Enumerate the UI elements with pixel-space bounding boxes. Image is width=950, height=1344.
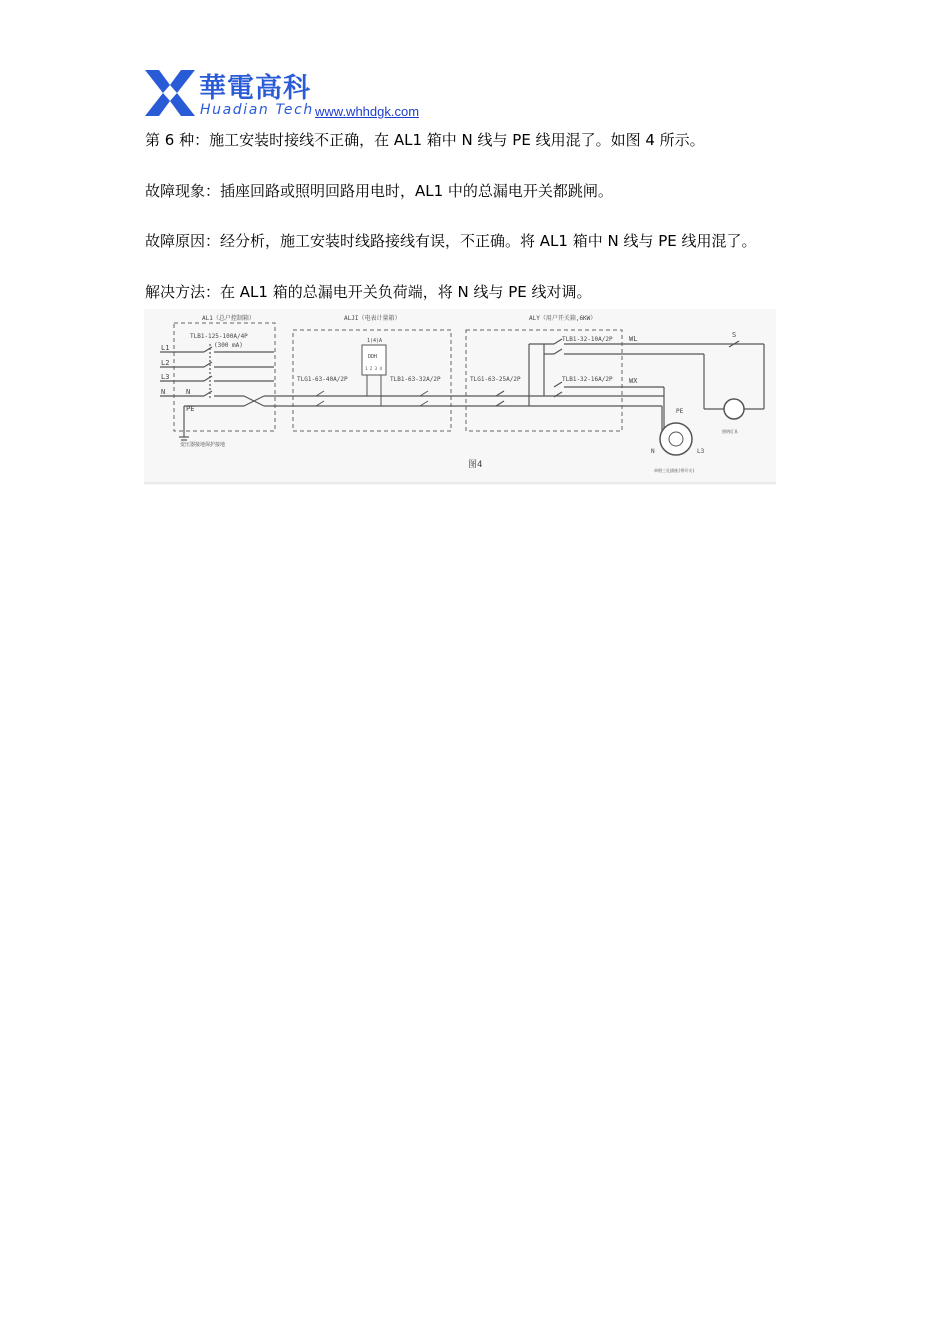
box-alji-title: ALJI（电表计量箱） <box>344 315 401 322</box>
label-l1: L1 <box>161 344 170 352</box>
box-alji-breaker-out: TLB1-63-32A/2P <box>390 376 441 383</box>
switch-label: S <box>732 331 737 339</box>
box-aly-breaker-wx: TLB1-32-16A/2P <box>562 376 613 383</box>
logo-mark-icon <box>143 68 197 118</box>
logo-english-name: Huadian Tech <box>200 102 314 118</box>
label-pe: PE <box>186 405 195 413</box>
box-al1-title: AL1（总户控制箱） <box>202 315 255 322</box>
website-link[interactable]: www.whhdgk.com <box>315 104 420 119</box>
meter-terminals: 1 2 3 4 <box>365 366 382 371</box>
box-aly-breaker-wl: TLB1-32-10A/2P <box>562 336 613 343</box>
box-aly-title: ALY（用户开关箱,6KW） <box>529 315 597 322</box>
company-logo <box>143 68 433 120</box>
lamp-icon <box>724 399 744 419</box>
socket-icon <box>660 423 692 455</box>
circuit-wl-label: WL <box>629 335 638 343</box>
socket-n-label: N <box>651 448 655 455</box>
box-alji-breaker-in: TLG1-63-40A/2P <box>297 376 348 383</box>
meter-label: DDH <box>368 354 378 360</box>
paragraph-symptom: 故障现象：插座回路或照明回路用电时，AL1 中的总漏电开关都跳闸。 <box>145 182 613 200</box>
paragraph-cause: 故障原因：经分析，施工安装时线路接线有误，不正确。将 AL1 箱中 N 线与 PE 线用混了。 <box>145 232 757 250</box>
socket-l-label: L3 <box>697 448 705 455</box>
socket-pe-label: PE <box>676 408 684 415</box>
box-al1-breaker: TLB1-125-100A/4P <box>190 333 248 340</box>
box-al1-rating: (300 mA) <box>214 342 243 349</box>
ground-note: 变压器接地保护接地 <box>180 442 226 448</box>
lamp-label: 照明灯具 <box>722 429 738 434</box>
label-l2: L2 <box>161 359 170 367</box>
wiring-diagram <box>144 309 776 485</box>
label-l3: L3 <box>161 373 170 381</box>
box-aly-breaker-main: TLG1-63-25A/2P <box>470 376 521 383</box>
figure-caption: 图4 <box>468 460 483 470</box>
paragraph-solution: 解决方法：在 AL1 箱的总漏电开关负荷端，将 N 线与 PE 线对调。 <box>145 283 592 301</box>
socket-label: 单相三孔插座(带开关) <box>654 468 695 473</box>
label-n: N <box>161 388 166 396</box>
circuit-wx-label: WX <box>629 377 638 385</box>
wiring-diagram-figure <box>144 309 776 485</box>
paragraph-case-6: 第 6 种：施工安装时接线不正确，在 AL1 箱中 N 线与 PE 线用混了。如图 4 所示。 <box>145 131 705 149</box>
logo-chinese-name: 華電高科 <box>199 73 311 104</box>
meter-top-label: 1(4)A <box>367 338 383 344</box>
label-n-box: N <box>186 388 191 396</box>
